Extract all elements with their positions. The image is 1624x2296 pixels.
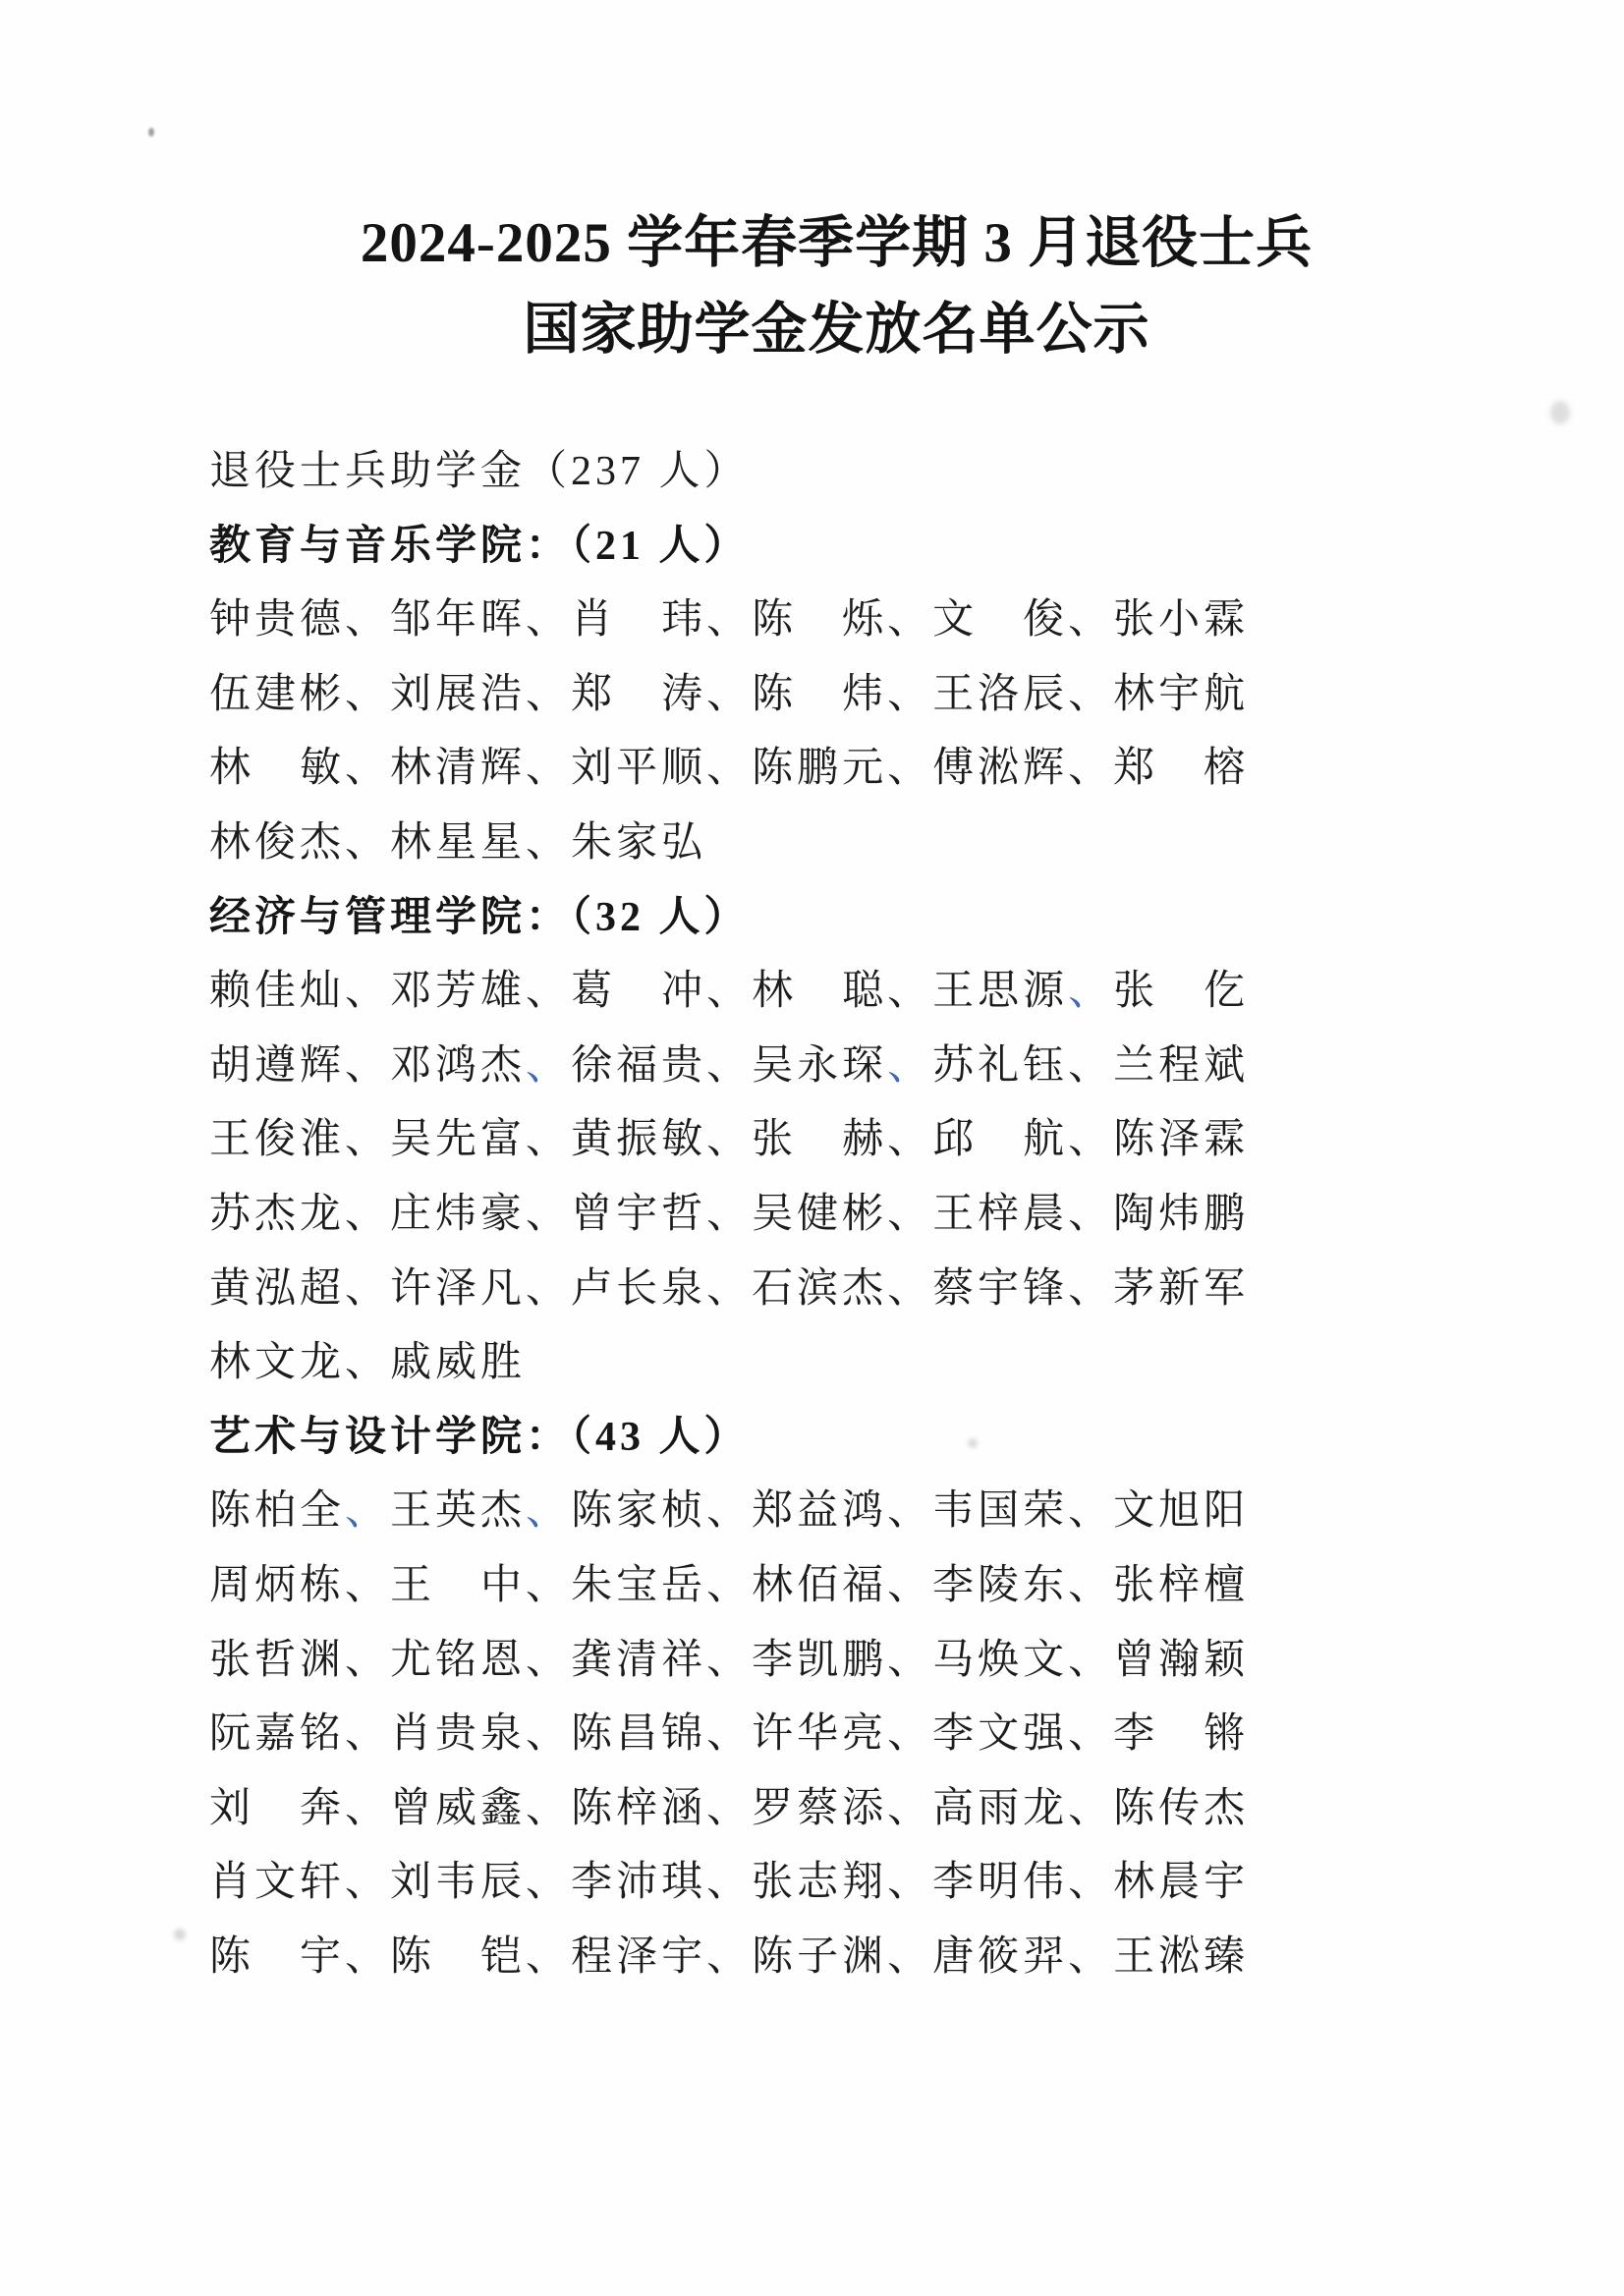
- separator: 、: [526, 1711, 572, 1758]
- separator: 、: [345, 1265, 391, 1312]
- name-row: [209, 1846, 1369, 1921]
- separator: 、: [1068, 1562, 1114, 1608]
- blue-separator: 、: [526, 1042, 572, 1089]
- separator: 、: [526, 1117, 572, 1163]
- section-header: 经济与管理学院：（32 人）: [209, 894, 750, 940]
- separator: 、: [526, 1860, 572, 1906]
- name-row: [209, 807, 1369, 881]
- student-name: 苏礼钰: [932, 1042, 1069, 1089]
- student-name: 刘展浩: [390, 671, 527, 717]
- name-row: [209, 955, 1369, 1030]
- separator: 、: [526, 1785, 572, 1831]
- student-name: 王淞臻: [1113, 1933, 1250, 1980]
- student-name: 邓鸿杰: [390, 1042, 527, 1089]
- student-name: 李凯鹏: [752, 1637, 888, 1683]
- separator: 、: [706, 1785, 753, 1831]
- student-name: 曾宇哲: [571, 1191, 707, 1237]
- name-row: [209, 584, 1369, 658]
- separator: 、: [887, 969, 933, 1015]
- student-name: 钟贵德: [209, 597, 346, 644]
- student-name: 陈传杰: [1113, 1785, 1250, 1831]
- summary-line: 退役士兵助学金（237 人）: [209, 449, 750, 494]
- separator: 、: [1068, 1933, 1114, 1980]
- student-name: 阮嘉铭: [209, 1711, 346, 1758]
- student-name: 韦国荣: [932, 1488, 1069, 1535]
- title-line-2: 国家助学金发放名单公示: [523, 299, 1150, 361]
- student-name: 胡遵辉: [209, 1042, 346, 1089]
- separator: 、: [345, 1340, 391, 1386]
- separator: 、: [345, 969, 391, 1015]
- separator: 、: [1068, 1042, 1114, 1089]
- separator: 、: [706, 1117, 753, 1163]
- student-name: 刘韦辰: [390, 1860, 527, 1906]
- student-name: 文旭阳: [1113, 1488, 1250, 1535]
- student-name: 石滨杰: [752, 1265, 888, 1312]
- separator: 、: [887, 1785, 933, 1831]
- separator: 、: [526, 671, 572, 717]
- separator: 、: [706, 1933, 753, 1980]
- student-name: 刘平顺: [571, 746, 707, 792]
- student-name: 张小霖: [1113, 597, 1250, 644]
- section-header: 教育与音乐学院：（21 人）: [209, 523, 750, 569]
- separator: 、: [345, 1562, 391, 1608]
- separator: 、: [887, 1711, 933, 1758]
- separator: 、: [345, 1637, 391, 1683]
- student-name: 黄泓超: [209, 1265, 346, 1312]
- student-name: 郑 涛: [571, 671, 707, 717]
- name-row: [209, 1030, 1369, 1104]
- student-name: 陈柏全: [209, 1488, 346, 1535]
- separator: 、: [706, 1860, 753, 1906]
- separator: 、: [526, 969, 572, 1015]
- separator: 、: [345, 1860, 391, 1906]
- student-name: 许泽凡: [390, 1265, 527, 1312]
- blue-separator: 、: [526, 1488, 572, 1535]
- student-name: 唐筱羿: [932, 1933, 1069, 1980]
- student-name: 卢长泉: [571, 1265, 707, 1312]
- separator: 、: [706, 1042, 753, 1089]
- separator: 、: [526, 1637, 572, 1683]
- student-name: 肖 玮: [571, 597, 707, 644]
- separator: 、: [345, 1785, 391, 1831]
- student-name: 肖文轩: [209, 1860, 346, 1906]
- separator: 、: [345, 671, 391, 717]
- separator: 、: [706, 969, 753, 1015]
- separator: 、: [345, 1117, 391, 1163]
- student-name: 王俊淮: [209, 1117, 346, 1163]
- student-name: 林 聪: [752, 969, 888, 1015]
- student-name: 吴健彬: [752, 1191, 888, 1237]
- student-name: 许华亮: [752, 1711, 888, 1758]
- scan-artifact: [148, 128, 154, 137]
- student-name: 朱家弘: [571, 819, 707, 866]
- student-name: 吴先富: [390, 1117, 527, 1163]
- student-name: 曾威鑫: [390, 1785, 527, 1831]
- separator: 、: [526, 1933, 572, 1980]
- separator: 、: [526, 1265, 572, 1312]
- student-name: 赖佳灿: [209, 969, 346, 1015]
- student-name: 庄炜豪: [390, 1191, 527, 1237]
- student-name: 吴永琛: [752, 1042, 888, 1089]
- student-name: 马焕文: [932, 1637, 1069, 1683]
- separator: 、: [345, 1191, 391, 1237]
- separator: 、: [1068, 597, 1114, 644]
- student-name: 肖贵泉: [390, 1711, 527, 1758]
- separator: 、: [887, 1191, 933, 1237]
- name-row: [209, 1103, 1369, 1178]
- student-name: 林晨宇: [1113, 1860, 1250, 1906]
- student-name: 陈泽霖: [1113, 1117, 1250, 1163]
- separator: 、: [887, 671, 933, 717]
- name-row: [209, 658, 1369, 733]
- student-name: 陈 铠: [390, 1933, 527, 1980]
- student-name: 李文强: [932, 1711, 1069, 1758]
- student-name: 傅淞辉: [932, 746, 1069, 792]
- student-name: 郑益鸿: [752, 1488, 888, 1535]
- separator: 、: [887, 1117, 933, 1163]
- student-name: 林 敏: [209, 746, 346, 792]
- student-name: 林星星: [390, 819, 527, 866]
- name-row: [209, 1921, 1369, 1995]
- student-name: 葛 冲: [571, 969, 707, 1015]
- name-row: [209, 1549, 1369, 1624]
- separator: 、: [1068, 1265, 1114, 1312]
- separator: 、: [887, 597, 933, 644]
- student-name: 陈昌锦: [571, 1711, 707, 1758]
- student-name: 高雨龙: [932, 1785, 1069, 1831]
- separator: 、: [526, 597, 572, 644]
- student-name: 张哲渊: [209, 1637, 346, 1683]
- student-name: 陈家桢: [571, 1488, 707, 1535]
- student-name: 王思源: [932, 969, 1069, 1015]
- student-name: 张志翔: [752, 1860, 888, 1906]
- student-name: 陈梓涵: [571, 1785, 707, 1831]
- student-name: 罗蔡添: [752, 1785, 888, 1831]
- student-name: 曾瀚颖: [1113, 1637, 1250, 1683]
- scan-artifact: [174, 1929, 186, 1940]
- separator: 、: [1068, 1637, 1114, 1683]
- separator: 、: [887, 1562, 933, 1608]
- blue-separator: 、: [345, 1488, 391, 1535]
- separator: 、: [345, 819, 391, 866]
- separator: 、: [706, 671, 753, 717]
- name-row: [209, 1624, 1369, 1699]
- name-row: [209, 1178, 1369, 1253]
- student-name: 王 中: [390, 1562, 527, 1608]
- name-row: [209, 1772, 1369, 1847]
- separator: 、: [1068, 1860, 1114, 1906]
- separator: 、: [887, 746, 933, 792]
- student-name: 陶炜鹏: [1113, 1191, 1250, 1237]
- student-name: 张梓檀: [1113, 1562, 1250, 1608]
- student-name: 邓芳雄: [390, 969, 527, 1015]
- student-name: 李 锵: [1113, 1711, 1250, 1758]
- student-name: 王洛辰: [932, 671, 1069, 717]
- separator: 、: [706, 1488, 753, 1535]
- separator: 、: [345, 1042, 391, 1089]
- student-name: 陈鹏元: [752, 746, 888, 792]
- separator: 、: [1068, 1711, 1114, 1758]
- separator: 、: [345, 1711, 391, 1758]
- separator: 、: [887, 1637, 933, 1683]
- student-name: 李明伟: [932, 1860, 1069, 1906]
- title-line-1: 2024-2025 学年春季学期 3 月退役士兵: [360, 212, 1314, 274]
- student-name: 兰程斌: [1113, 1042, 1250, 1089]
- student-name: 陈 炜: [752, 671, 888, 717]
- separator: 、: [887, 1265, 933, 1312]
- separator: 、: [706, 1191, 753, 1237]
- student-name: 张 仡: [1113, 969, 1250, 1015]
- separator: 、: [526, 819, 572, 866]
- student-name: 黄振敏: [571, 1117, 707, 1163]
- student-name: 徐福贵: [571, 1042, 707, 1089]
- separator: 、: [1068, 1191, 1114, 1237]
- separator: 、: [706, 1562, 753, 1608]
- student-name: 陈子渊: [752, 1933, 888, 1980]
- document-body: [209, 435, 1369, 1994]
- student-name: 茅新军: [1113, 1265, 1250, 1312]
- student-name: 邹年晖: [390, 597, 527, 644]
- separator: 、: [887, 1860, 933, 1906]
- separator: 、: [706, 1265, 753, 1312]
- separator: 、: [887, 1933, 933, 1980]
- separator: 、: [1068, 746, 1114, 792]
- separator: 、: [345, 597, 391, 644]
- separator: 、: [1068, 1488, 1114, 1535]
- name-row: [209, 1326, 1369, 1401]
- student-name: 苏杰龙: [209, 1191, 346, 1237]
- separator: 、: [706, 746, 753, 792]
- separator: 、: [526, 1191, 572, 1237]
- separator: 、: [526, 746, 572, 792]
- student-name: 王英杰: [390, 1488, 527, 1535]
- student-name: 陈 烁: [752, 597, 888, 644]
- separator: 、: [1068, 1785, 1114, 1831]
- student-name: 林文龙: [209, 1340, 346, 1386]
- blue-separator: 、: [887, 1042, 933, 1089]
- separator: 、: [706, 1711, 753, 1758]
- student-name: 朱宝岳: [571, 1562, 707, 1608]
- student-name: 文 俊: [932, 597, 1069, 644]
- student-name: 林清辉: [390, 746, 527, 792]
- separator: 、: [706, 1637, 753, 1683]
- section-header: 艺术与设计学院：（43 人）: [209, 1414, 750, 1460]
- student-name: 林俊杰: [209, 819, 346, 866]
- student-name: 邱 航: [932, 1117, 1069, 1163]
- separator: 、: [887, 1488, 933, 1535]
- name-row: [209, 1475, 1369, 1549]
- name-row: [209, 1698, 1369, 1772]
- student-name: 林宇航: [1113, 671, 1250, 717]
- student-name: 刘 奔: [209, 1785, 346, 1831]
- student-name: 李陵东: [932, 1562, 1069, 1608]
- separator: 、: [526, 1562, 572, 1608]
- student-name: 李沛琪: [571, 1860, 707, 1906]
- student-name: 陈 宇: [209, 1933, 346, 1980]
- student-name: 周炳栋: [209, 1562, 346, 1608]
- student-name: 戚威胜: [390, 1340, 527, 1386]
- separator: 、: [345, 746, 391, 792]
- scan-artifact: [1550, 401, 1570, 424]
- student-name: 张 赫: [752, 1117, 888, 1163]
- student-name: 蔡宇锋: [932, 1265, 1069, 1312]
- student-name: 龚清祥: [571, 1637, 707, 1683]
- student-name: 郑 榕: [1113, 746, 1250, 792]
- separator: 、: [1068, 1117, 1114, 1163]
- blue-separator: 、: [1068, 969, 1114, 1015]
- separator: 、: [345, 1933, 391, 1980]
- name-row: [209, 732, 1369, 807]
- document-title: [0, 200, 1624, 373]
- separator: 、: [1068, 671, 1114, 717]
- student-name: 尤铭恩: [390, 1637, 527, 1683]
- separator: 、: [706, 597, 753, 644]
- student-name: 林佰福: [752, 1562, 888, 1608]
- name-row: [209, 1253, 1369, 1327]
- student-name: 王梓晨: [932, 1191, 1069, 1237]
- student-name: 伍建彬: [209, 671, 346, 717]
- student-name: 程泽宇: [571, 1933, 707, 1980]
